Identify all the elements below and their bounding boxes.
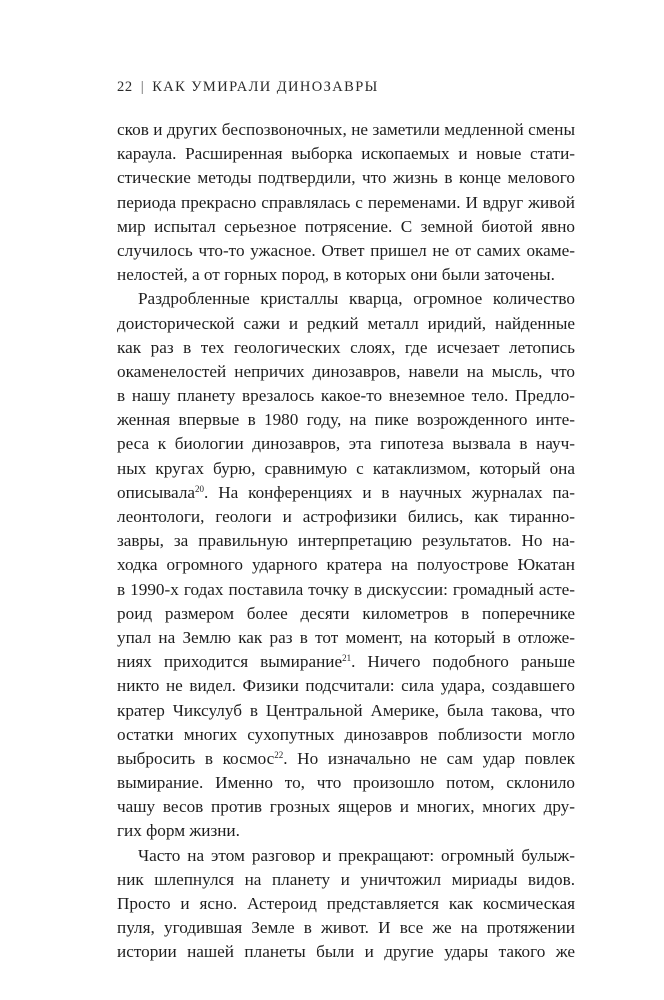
text-line [117, 142, 575, 166]
text-line [117, 360, 575, 384]
text-line [117, 505, 575, 529]
text-line [117, 892, 575, 916]
text-line [117, 287, 575, 311]
text-segment: ходка огромного ударного кратера на полуострове Юкатан [117, 555, 575, 575]
text-line [117, 674, 575, 698]
text-segment: пуля, угодившая Земле в живот. И все же на протяжении [117, 918, 575, 938]
text-line [117, 650, 575, 674]
text-segment: . На конференциях и в научных журналах па- [204, 482, 575, 502]
text-line [117, 795, 575, 819]
text-segment: периода прекрасно справлялась с переменами. И вдруг живой [117, 192, 575, 212]
text-line [117, 166, 575, 190]
text-line [117, 771, 575, 795]
text-line [117, 578, 575, 602]
text-line [117, 312, 575, 336]
running-head [117, 77, 575, 97]
text-line [117, 118, 575, 142]
text-segment: как раз в тех геологических слоях, где исчезает летопись [117, 337, 575, 357]
text-line [117, 868, 575, 892]
text-line [117, 263, 575, 287]
text-line [117, 602, 575, 626]
text-line [117, 626, 575, 650]
text-segment: остатки многих сухопутных динозавров поблизости могло [117, 724, 575, 744]
text-segment: завры, за правильную интерпретацию результатов. Но на- [117, 531, 575, 551]
header-separator: | [140, 79, 145, 95]
text-line [117, 723, 575, 747]
text-segment: ниях приходится вымирание [117, 652, 343, 672]
text-segment: случилось что-то ужасное. Ответ пришел не от самих окаме- [117, 240, 575, 260]
text-segment: ник шлепнулся на планету и уничтожил мириады видов. [117, 869, 575, 889]
footnote-ref: 21 [342, 653, 352, 664]
footnote-ref: 20 [195, 483, 205, 494]
text-segment: выбросить в космос [117, 748, 275, 768]
text-line [117, 215, 575, 239]
text-line [117, 481, 575, 505]
text-segment: вымирание. Именно то, что произошло потом, склонило [117, 773, 575, 793]
text-segment: упал на Землю как раз в тот момент, на который в отложе- [117, 627, 575, 647]
text-line [117, 553, 575, 577]
text-segment: в 1990-х годах поставила точку в дискуссии: громадный асте- [117, 579, 575, 599]
text-segment: . Ничего подобного раньше [351, 652, 576, 672]
text-segment: ных кругах бурю, сравнимую с катаклизмом, который она [117, 458, 575, 478]
text-segment: стические методы подтвердили, что жизнь в конце мелового [117, 168, 575, 188]
text-segment: в нашу планету врезалось какое-то внеземное тело. Предло- [117, 386, 575, 406]
text-line [117, 432, 575, 456]
text-line [117, 699, 575, 723]
text-line [117, 239, 575, 263]
text-line [117, 384, 575, 408]
text-line [117, 940, 575, 964]
book-page [117, 77, 575, 965]
text-line [117, 336, 575, 360]
text-segment: чашу весов против грозных ящеров и многих, многих дру- [117, 797, 575, 817]
text-segment: окаменелостей непричих динозавров, навели на мысль, что [117, 361, 575, 381]
text-segment: . Но изначально не сам удар повлек [283, 748, 575, 768]
text-segment: Часто на этом разговор и прекращают: огромный булыж- [138, 845, 575, 865]
text-segment: реса к биологии динозавров, эта гипотеза вызвала в науч- [117, 434, 575, 454]
text-segment: гих форм жизни. [117, 821, 240, 841]
text-line [117, 747, 575, 771]
text-segment: Просто и ясно. Астероид представляется как космическая [117, 894, 575, 913]
text-segment: никто не видел. Физики подсчитали: сила удара, создавшего [117, 676, 575, 696]
text-segment: женная впервые в 1980 году, на пике возрожденного инте- [117, 410, 575, 430]
body-text [117, 118, 575, 965]
text-line [117, 916, 575, 940]
text-segment: караула. Расширенная выборка ископаемых и новые стати- [117, 144, 575, 164]
book-title: КАК УМИРАЛИ ДИНОЗАВРЫ [152, 79, 379, 95]
text-segment: роид размером более десяти километров в поперечнике [117, 603, 575, 623]
text-line [117, 819, 575, 843]
text-segment: доисторической сажи и редкий металл иридий, найденные [117, 313, 575, 333]
page-number: 22 [117, 79, 133, 95]
text-segment: нелостей, а от горных пород, в которых они были заточены. [117, 265, 555, 285]
text-segment: Раздробленные кристаллы кварца, огромное количество [138, 289, 575, 309]
text-line [117, 844, 575, 868]
text-segment: кратер Чиксулуб в Центральной Америке, была такова, что [117, 700, 575, 720]
text-segment: истории нашей планеты были и другие удары такого же [117, 942, 575, 962]
text-segment: мир испытал серьезное потрясение. С земной биотой явно [117, 216, 575, 236]
text-segment: леонтологи, геологи и астрофизики бились, как тиранно- [117, 507, 575, 526]
footnote-ref: 22 [274, 749, 284, 760]
text-segment: описывала [117, 482, 196, 502]
text-line [117, 191, 575, 215]
text-segment: сков и других беспозвоночных, не заметили медленной смены [117, 120, 575, 139]
text-line [117, 529, 575, 553]
text-line [117, 408, 575, 432]
text-line [117, 457, 575, 481]
